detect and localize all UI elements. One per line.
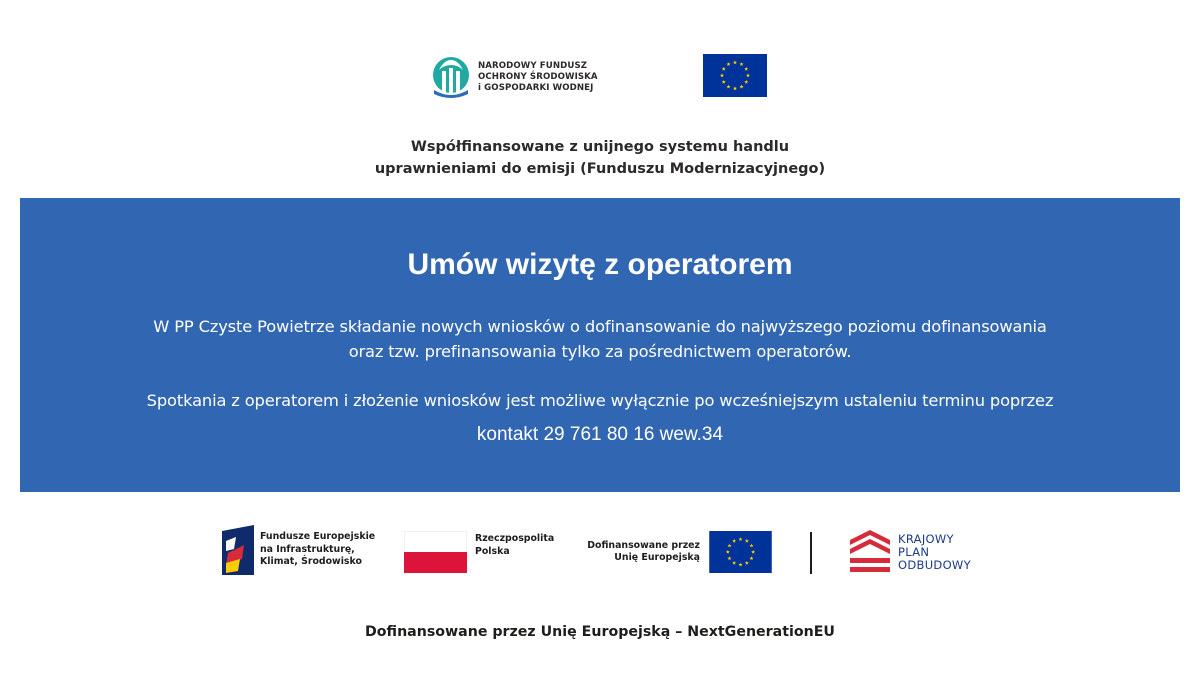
nfosigw-line-1: NARODOWY FUNDUSZ xyxy=(478,60,588,71)
dpue-line-1: Dofinansowane przez xyxy=(587,539,700,551)
kpo-line-3: ODBUDOWY xyxy=(898,557,971,572)
eu-cofinanced-text xyxy=(580,540,700,565)
nfosigw-line-3: i GOSPODARKI WODNEJ xyxy=(478,82,594,93)
fundusze-europejskie-name xyxy=(260,531,375,569)
kpo-name xyxy=(898,533,971,572)
banner-title: Umów wizytę z operatorem xyxy=(407,248,793,281)
rzeczpospolita-polska-logo xyxy=(404,531,554,573)
dpue-line-2: Unię Europejską xyxy=(614,552,700,563)
nfosigw-name xyxy=(478,61,598,94)
eu-flag-icon xyxy=(709,531,772,573)
eu-cofinanced-logo xyxy=(580,531,772,573)
top-logos xyxy=(0,52,1200,102)
nfosigw-line-2: OCHRONY ŚRODOWISKA xyxy=(478,71,598,82)
appointment-banner xyxy=(20,198,1180,492)
fe-line-3: Klimat, Środowisko xyxy=(260,556,362,568)
fe-line-2: na Infrastrukturę, xyxy=(260,543,355,555)
nfosigw-logo xyxy=(432,56,598,98)
rp-line-1: Rzeczpospolita xyxy=(475,533,555,544)
banner-paragraph-1-line-1: W PP Czyste Powietrze składanie nowych wniosków o dofinansowanie do najwyższego poziomu dofinansowania xyxy=(153,317,1047,336)
kpo-line-2: PLAN xyxy=(898,544,930,559)
fe-line-1: Fundusze Europejskie xyxy=(260,531,376,543)
banner-paragraph-1-line-2: oraz tzw. prefinansowania tylko za pośrednictwem operatorów. xyxy=(348,342,852,361)
poland-flag-icon xyxy=(404,531,467,573)
funding-logos-bar xyxy=(0,524,1200,580)
banner-paragraph-2: Spotkania z operatorem i złożenie wniosków jest możliwe wyłącznie po wcześniejszym ustaleniu terminu poprzez xyxy=(146,391,1054,410)
fundusze-europejskie-logo xyxy=(222,525,375,575)
footer-cofinancing: Dofinansowane przez Unię Europejską – NextGenerationEU xyxy=(365,624,835,640)
eu-flag-icon xyxy=(703,54,767,97)
rp-line-2: Polska xyxy=(475,545,510,557)
kpo-logo xyxy=(850,530,971,574)
nfosigw-emblem-icon xyxy=(432,56,470,98)
fundusze-europejskie-emblem-icon xyxy=(222,525,254,575)
banner-paragraph-1 xyxy=(20,314,1180,364)
rzeczpospolita-polska-name xyxy=(475,533,554,558)
logo-divider xyxy=(810,532,812,574)
cofinancing-statement xyxy=(0,136,1200,180)
kpo-emblem-icon xyxy=(850,530,890,574)
contact-phone: kontakt 29 761 80 16 wew.34 xyxy=(476,424,724,445)
cofinancing-line-2: uprawnieniami do emisji (Funduszu Modernizacyjnego) xyxy=(374,161,826,177)
kpo-line-1: KRAJOWY xyxy=(898,531,954,546)
cofinancing-line-1: Współfinansowane z unijnego systemu handlu xyxy=(410,139,790,155)
